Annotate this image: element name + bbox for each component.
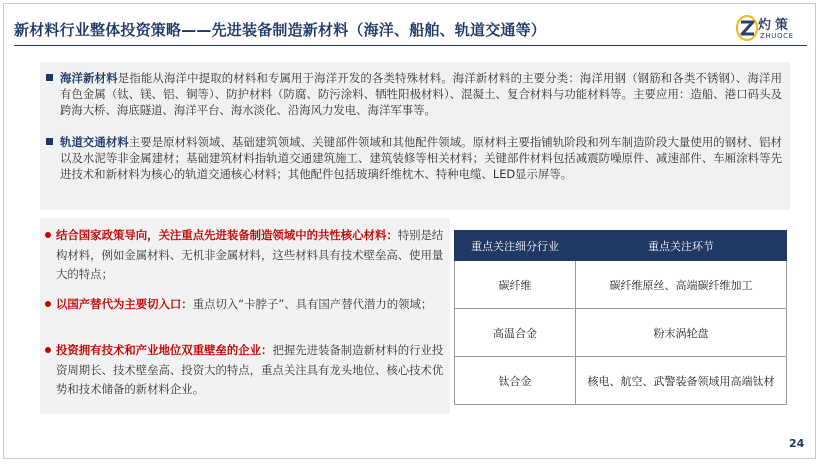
strategy-point-3 xyxy=(56,341,448,400)
table-cell: 钛合金 xyxy=(455,357,576,405)
strategy-point-2 xyxy=(56,295,448,315)
strategy-point-text: 特别是结构材料，例如金属材料、无机非金属材料，这些材料具有技术壁垒高、使用量大的特点； xyxy=(56,228,444,281)
red-bullet-icon xyxy=(45,301,51,307)
strategy-point-text: 把握先进装备制造新材料的行业投资周期长、技术壁垒高、投资大的特点，重点关注具有龙头地位、核心技术优势和技术储备的新材料企业。 xyxy=(56,343,444,396)
table-cell: 高温合金 xyxy=(455,309,576,357)
square-bullet-icon xyxy=(46,74,53,81)
title-divider xyxy=(14,45,807,46)
table-row xyxy=(455,357,787,405)
logo-mark-icon xyxy=(736,14,758,42)
rail-materials-term: 轨道交通材料 xyxy=(60,135,129,149)
table-cell: 粉末涡轮盘 xyxy=(576,309,787,357)
square-bullet-icon xyxy=(46,138,53,145)
ocean-materials-term: 海洋新材料 xyxy=(60,71,118,85)
ocean-materials-paragraph xyxy=(60,70,782,118)
table-cell: 碳纤维原丝、高端碳纤维加工 xyxy=(576,261,787,309)
red-bullet-icon xyxy=(45,347,51,353)
table-row xyxy=(455,261,787,309)
page-number: 24 xyxy=(789,437,805,450)
table-row xyxy=(455,309,787,357)
table-header-segment: 重点关注细分行业 xyxy=(455,231,576,261)
table-cell: 碳纤维 xyxy=(455,261,576,309)
table-cell: 核电、航空、武警装备领域用高端钛材 xyxy=(576,357,787,405)
logo-name: 灼策 xyxy=(758,18,793,33)
red-bullet-icon xyxy=(45,232,51,238)
ocean-materials-text: 是指能从海洋中提取的材料和专属用于海洋开发的各类特殊材料。海洋新材料的主要分类：海洋用钢（钢筋和各类不锈钢）、海洋用有色金属（钛、镁、铝、铜等）、防护材料（防腐、防污涂料、牺牲阳极材料）、混凝土、复合材料与功能材料等。主要应用：造船、港口码头及跨海大桥、海底隧道、海洋平台、海水淡化、沿海风力发电、海洋军事等。 xyxy=(60,71,782,117)
strategy-point-1 xyxy=(56,226,448,285)
rail-materials-paragraph xyxy=(60,134,782,182)
strategy-point-text: 重点切入“卡脖子”、具有国产替代潜力的领域； xyxy=(192,297,433,311)
page-title: 新材料行业整体投资策略——先进装备制造新材料（海洋、船舶、轨道交通等） xyxy=(14,21,547,39)
strategy-point-head: 投资拥有技术和产业地位双重壁垒的企业： xyxy=(56,343,273,357)
company-logo xyxy=(736,14,814,44)
logo-subtext: ZHUOCE xyxy=(760,32,794,40)
rail-materials-text: 主要是原材料领域、基础建筑领域、关键部件领域和其他配件领域。原材料主要指铺轨阶段和列车制造阶段大量使用的钢材、铝材以及水泥等非金属建材；基础建筑材料指轨道交通建筑施工、建筑装修等相关材料；关键部件材料包括减震防噪原件、减速部件、车厢涂料等先进技术和新材料为核心的轨道交通核心材料；其他配件包括玻璃纤维枕木、特种电缆、LED显示屏等。 xyxy=(60,135,782,181)
strategy-point-head: 以国产替代为主要切入口： xyxy=(56,297,193,311)
table-header-row xyxy=(455,231,787,261)
strategy-point-head: 结合国家政策导向，关注重点先进装备制造领域中的共性核心材料： xyxy=(56,228,398,242)
table-header-focus: 重点关注环节 xyxy=(576,231,787,261)
focus-table xyxy=(454,230,787,405)
